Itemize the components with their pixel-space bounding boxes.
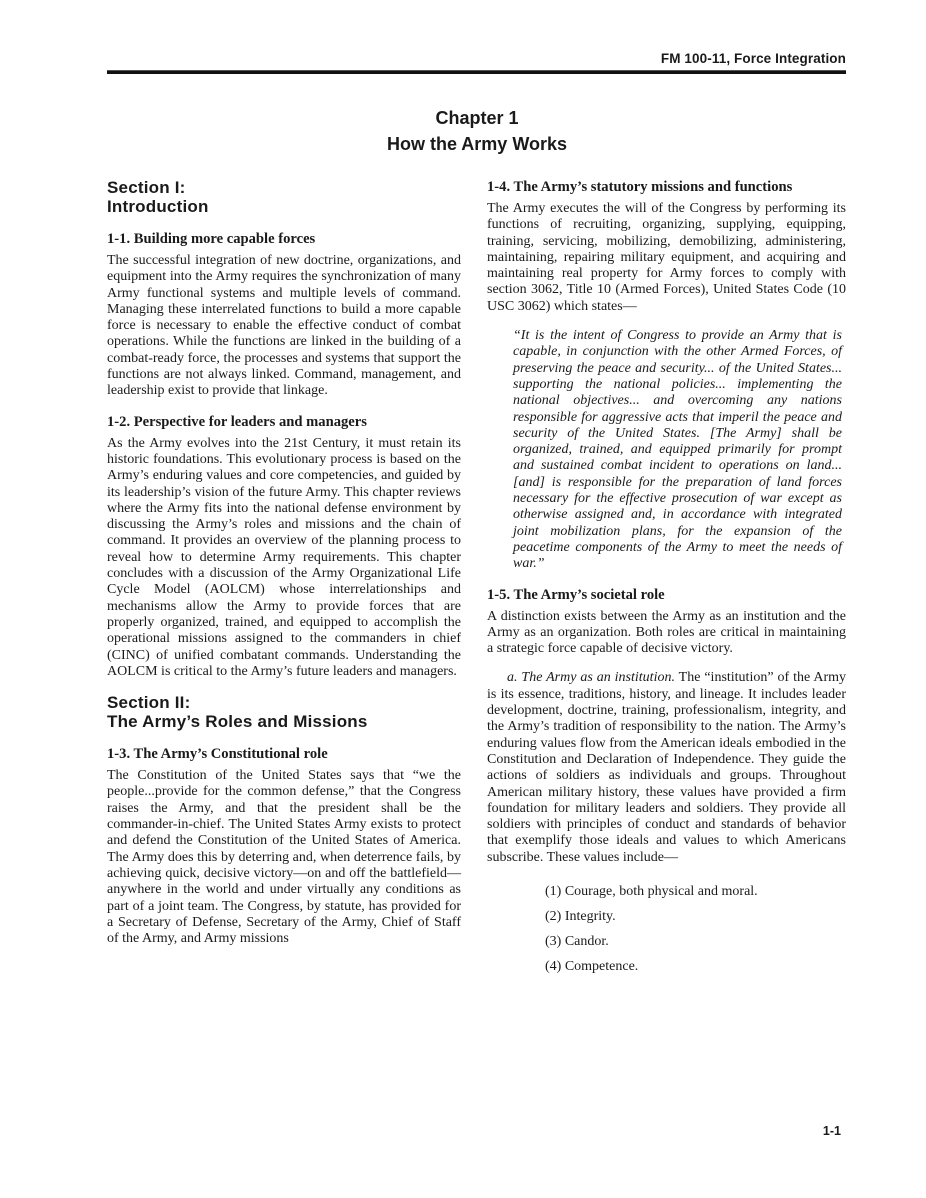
value-item-4: (4) Competence.	[545, 958, 639, 974]
value-item-1: (1) Courage, both physical and moral.	[545, 883, 758, 899]
section-2-title: The Army’s Roles and Missions	[107, 712, 368, 732]
article-1-5a-paragraph	[487, 670, 846, 866]
value-item-2: (2) Integrity.	[545, 908, 616, 924]
header-rule	[107, 70, 846, 74]
section-1-heading	[107, 178, 461, 216]
article-1-5-body: A distinction exists between the Army as an institution and the Army as an organization. Both roles are critical in maintaining a strategic force capable of decisive victory.	[487, 608, 846, 657]
section-1-kicker: Section I:	[107, 178, 186, 197]
section-1-title: Introduction	[107, 197, 209, 216]
section-2-kicker: Section II:	[107, 693, 191, 713]
statute-quote: “It is the intent of Congress to provide an Army that is capable, in conjunction with the other Armed Forces, of preserving the peace and security... of the United States... supporting the national policies... implementing the national objectives... and overcoming any nations responsible for aggressive acts that imperil the peace and security of the United States. [The Army] shall be organized, trained, and equipped primarily for prompt and sustained combat incident to operations on land... [and] is responsible for the preparation of land forces necessary for the effective prosecution of war except as otherwise assigned and, in accordance with integrated joint mobilization plans, for the expansion of the peacetime components of the Army to meet the needs of war.”	[513, 328, 842, 572]
right-column	[487, 178, 846, 979]
article-1-2-heading: 1-2. Perspective for leaders and managers	[107, 413, 367, 430]
chapter-name: How the Army Works	[386, 134, 568, 154]
article-1-4-heading: 1-4. The Army’s statutory missions and functions	[487, 179, 793, 195]
article-1-2-body: As the Army evolves into the 21st Century, it must retain its historic foundations. This evolutionary process is based on the Army’s enduring values and core competencies, and guided by its leadership’s vision of the future Army. This chapter reviews where the Army fits into the national defense environment by discussing the Army’s roles and missions and the chain of command. It provides an overview of the planning process to reveal how to determine Army requirements. This chapter concludes with a discussion of the Army Organizational Life Cycle Model (AOLCM) whose interrelationships and mechanisms allow the Army to provide forces that are properly organized, trained, and equipped to accomplish the operational missions assigned to the commanders in chief (CINC) of unified combatant commands. Understanding the AOLCM is critical to the Army’s future leaders and managers.	[107, 435, 461, 679]
article-1-3-heading: 1-3. The Army’s Constitutional role	[107, 746, 328, 763]
article-1-5-heading: 1-5. The Army’s societal role	[487, 586, 665, 603]
article-1-4-body: The Army executes the will of the Congress by performing its functions of recruiting, organizing, supplying, equipping, training, servicing, mobilizing, demobilizing, administering, maintaining, repairing military equipment, and acquiring and maintaining real property for Army forces to comply with section 3062, Title 10 (Armed Forces), United States Code (10 USC 3062) which states—	[487, 201, 846, 314]
chapter-number: Chapter 1	[435, 108, 519, 128]
page-number: 1-1	[822, 1124, 841, 1138]
article-1-1-body: The successful integration of new doctrine, organizations, and equipment into the Army requires the synchronization of many Army functional systems and multiple levels of command. Managing these interrelated functions to build a more capable force is necessary to enable the effective conduct of combat operations. While the functions are linked in the building of a combat-ready force, the processes and systems that support the functions are not always linked. Command, management, and leadership exist to provide that linkage.	[107, 253, 461, 399]
values-list	[545, 879, 846, 979]
running-header	[107, 51, 846, 66]
article-1-3-body: The Constitution of the United States says that “we the people...provide for the common defense,” that the Congress raises the Army, and that the president shall be the commander-in-chief. The United States Army exists to protect and defend the Constitution of the United States of America. The Army does this by deterring and, when deterrence fails, by achieving quick, decisive victory—on and off the battlefield—anywhere in the world and under virtually any conditions as part of a joint team. The Congress, by statute, has provided for a Secretary of Defense, Secretary of the Army, Chief of Staff of the Army, and Army missions	[107, 768, 461, 947]
article-1-5a-lead: a. The Army as an institution.	[507, 670, 675, 686]
doc-title: FM 100-11, Force Integration	[660, 51, 846, 66]
article-1-5a-body: The “institution” of the Army is its essence, traditions, history, and lineage. It includes leader development, doctrine, training, professionalism, integrity, and the Army’s tradition of responsibility to the nation. The Army’s enduring values flow from the American ideals embodied in the Constitution and Declaration of Independence. They guide the actions of soldiers as individuals and groups. Throughout American military history, these values have provided a firm foundation for military leaders and soldiers. They provide all soldiers with principles of conduct and standards of behavior that exemplify those ideals and values to which Americans subscribe. These values include—	[487, 670, 846, 865]
left-column	[107, 178, 461, 960]
chapter-title	[107, 105, 847, 157]
article-1-1-heading: 1-1. Building more capable forces	[107, 231, 316, 247]
section-2-heading	[107, 693, 461, 731]
value-item-3: (3) Candor.	[545, 933, 609, 949]
